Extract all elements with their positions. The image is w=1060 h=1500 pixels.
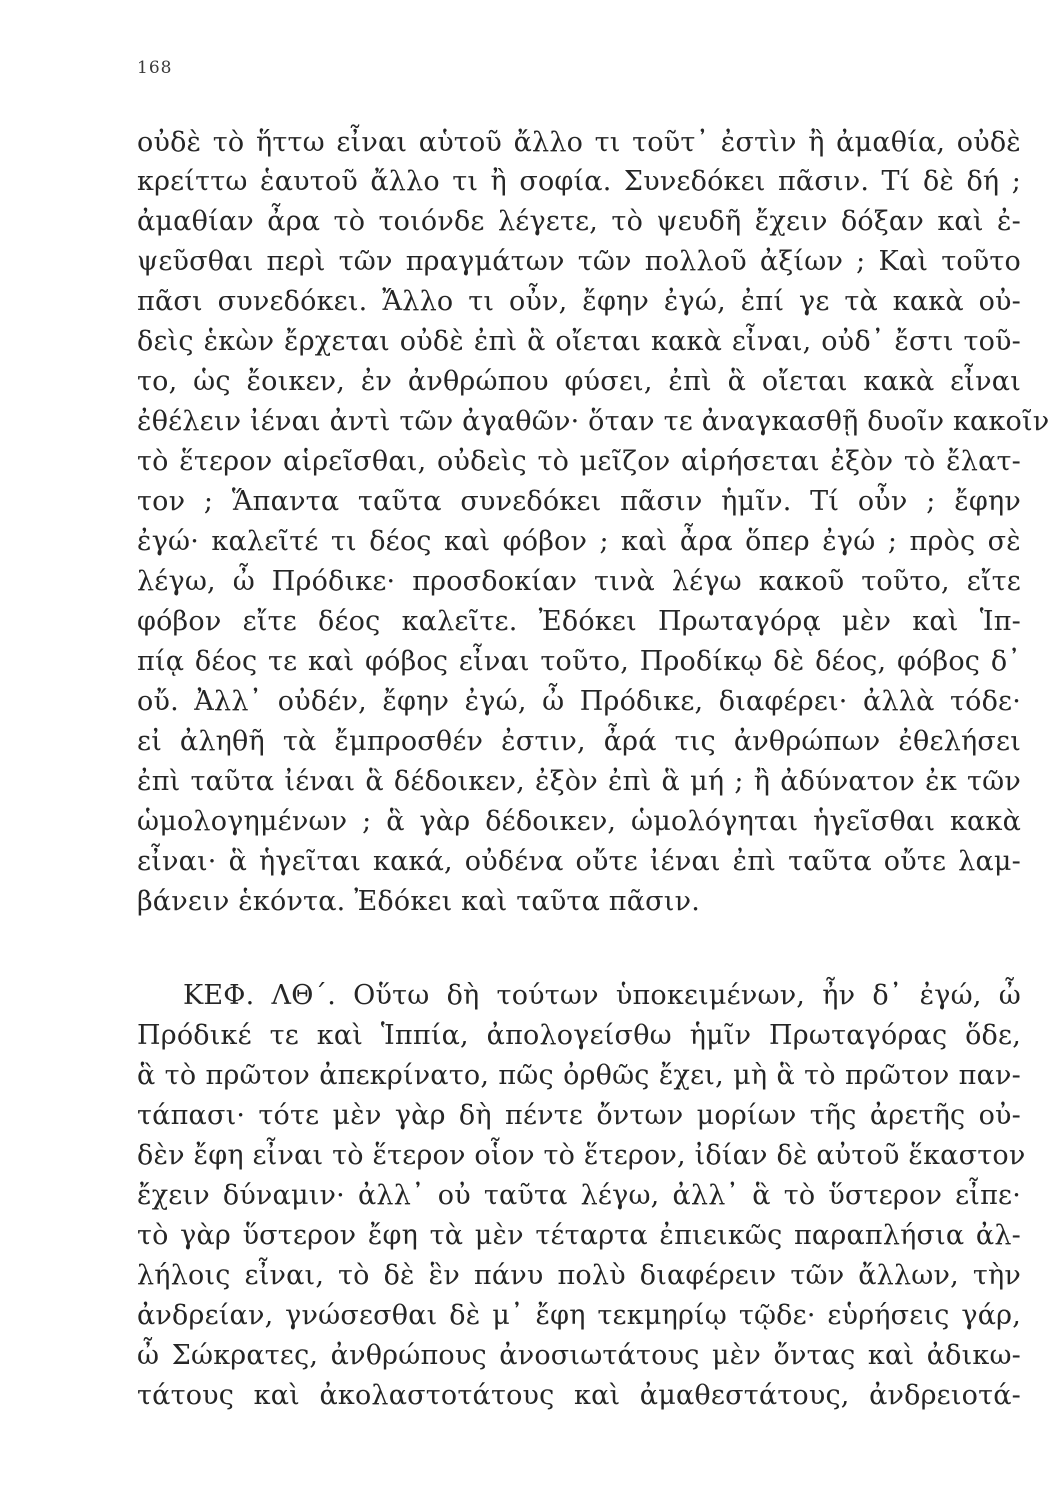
text-line: ἐθέλειν ἰέναι ἀντὶ τῶν ἀγαθῶν· ὅταν τε ἀναγκασθῇ δυοῖν κακοῖν [137, 406, 1050, 437]
text-line: τον ; Ἅπαντα ταῦτα συνεδόκει πᾶσιν ἡμῖν. Τί οὖν ; ἔφην [137, 486, 1021, 517]
text-line: Πρόδικέ τε καὶ Ἱππία, ἀπολογείσθω ἡμῖν Πρωταγόρας ὅδε, [137, 1020, 1021, 1051]
text-line: πίᾳ δέος τε καὶ φόβος εἶναι τοῦτο, Προδίκῳ δὲ δέος, φόβος δ᾽ [137, 646, 1021, 677]
text-line: τάπασι· τότε μὲν γὰρ δὴ πέντε ὄντων μορίων τῆς ἀρετῆς οὐ- [137, 1100, 1021, 1131]
text-line: κρείττω ἑαυτοῦ ἄλλο τι ἢ σοφία. Συνεδόκει πᾶσιν. Τί δὲ δή ; [137, 166, 1021, 197]
text-line: τὸ γὰρ ὕστερον ἔφη τὰ μὲν τέταρτα ἐπιεικῶς παραπλήσια ἀλ- [137, 1220, 1021, 1251]
text-line: δεὶς ἑκὼν ἔρχεται οὐδὲ ἐπὶ ἃ οἴεται κακὰ εἶναι, οὐδ᾽ ἔστι τοῦ- [137, 326, 1021, 357]
text-line: ἀμαθίαν ἆρα τὸ τοιόνδε λέγετε, τὸ ψευδῆ ἔχειν δόξαν καὶ ἐ- [137, 206, 1021, 237]
text-line: λήλοις εἶναι, τὸ δὲ ἓν πάνυ πολὺ διαφέρειν τῶν ἄλλων, τὴν [137, 1260, 1021, 1291]
text-line: ψεῦσθαι περὶ τῶν πραγμάτων τῶν πολλοῦ ἀξίων ; Καὶ τοῦτο [137, 246, 1021, 277]
text-line: οὐδὲ τὸ ἥττω εἶναι αὑτοῦ ἄλλο τι τοῦτ᾽ ἐστὶν ἢ ἀμαθία, οὐδὲ [137, 127, 1021, 158]
text-line: τάτους καὶ ἀκολαστοτάτους καὶ ἀμαθεστάτους, ἀνδρειοτά- [137, 1380, 1021, 1411]
text-line: οὔ. Ἀλλ᾽ οὐδέν, ἔφην ἐγώ, ὦ Πρόδικε, διαφέρει· ἀλλὰ τόδε· [137, 686, 1021, 717]
page-number: 168 [137, 58, 173, 78]
text-line: ἐγώ· καλεῖτέ τι δέος καὶ φόβον ; καὶ ἆρα ὅπερ ἐγώ ; πρὸς σὲ [137, 526, 1021, 557]
text-line: εἶναι· ἃ ἡγεῖται κακά, οὐδένα οὔτε ἰέναι ἐπὶ ταῦτα οὔτε λαμ- [137, 846, 1021, 877]
text-line: εἰ ἀληθῆ τὰ ἔμπροσθέν ἐστιν, ἆρά τις ἀνθρώπων ἐθελήσει [137, 726, 1021, 757]
text-line: βάνειν ἑκόντα. Ἐδόκει καὶ ταῦτα πᾶσιν. [137, 886, 700, 917]
text-line: ἀνδρείαν, γνώσεσθαι δὲ μ᾽ ἔφη τεκμηρίῳ τῷδε· εὑρήσεις γάρ, [137, 1300, 1021, 1331]
text-line: ὡμολογημένων ; ἃ γὰρ δέδοικεν, ὡμολόγηται ἡγεῖσθαι κακὰ [137, 806, 1021, 837]
text-line: ἐπὶ ταῦτα ἰέναι ἃ δέδοικεν, ἐξὸν ἐπὶ ἃ μή ; ἢ ἀδύνατον ἐκ τῶν [137, 766, 1021, 797]
text-line: ἔχειν δύναμιν· ἀλλ᾽ οὐ ταῦτα λέγω, ἀλλ᾽ ἃ τὸ ὕστερον εἶπε· [137, 1180, 1021, 1211]
text-line: δὲν ἔφη εἶναι τὸ ἕτερον οἷον τὸ ἕτερον, ἰδίαν δὲ αὐτοῦ ἕκαστον [137, 1140, 1026, 1171]
text-line: λέγω, ὦ Πρόδικε· προσδοκίαν τινὰ λέγω κακοῦ τοῦτο, εἴτε [137, 566, 1021, 597]
text-line: τὸ ἕτερον αἱρεῖσθαι, οὐδεὶς τὸ μεῖζον αἱρήσεται ἐξὸν τὸ ἔλατ- [137, 446, 1021, 477]
text-line: πᾶσι συνεδόκει. Ἄλλο τι οὖν, ἔφην ἐγώ, ἐπί γε τὰ κακὰ οὐ- [137, 286, 1021, 317]
text-line: φόβον εἴτε δέος καλεῖτε. Ἐδόκει Πρωταγόρᾳ μὲν καὶ Ἱπ- [137, 606, 1021, 637]
chapter-heading-line: ΚΕΦ. ΛΘ΄. Οὕτω δὴ τούτων ὑποκειμένων, ἦν δ᾽ ἐγώ, ὦ [183, 980, 1021, 1011]
text-line: ὦ Σώκρατες, ἀνθρώπους ἀνοσιωτάτους μὲν ὄντας καὶ ἀδικω- [137, 1340, 1021, 1371]
text-line: το, ὡς ἔοικεν, ἐν ἀνθρώπου φύσει, ἐπὶ ἃ οἴεται κακὰ εἶναι [137, 366, 1021, 397]
text-line: ἃ τὸ πρῶτον ἀπεκρίνατο, πῶς ὀρθῶς ἔχει, μὴ ἃ τὸ πρῶτον παν- [137, 1060, 1021, 1091]
